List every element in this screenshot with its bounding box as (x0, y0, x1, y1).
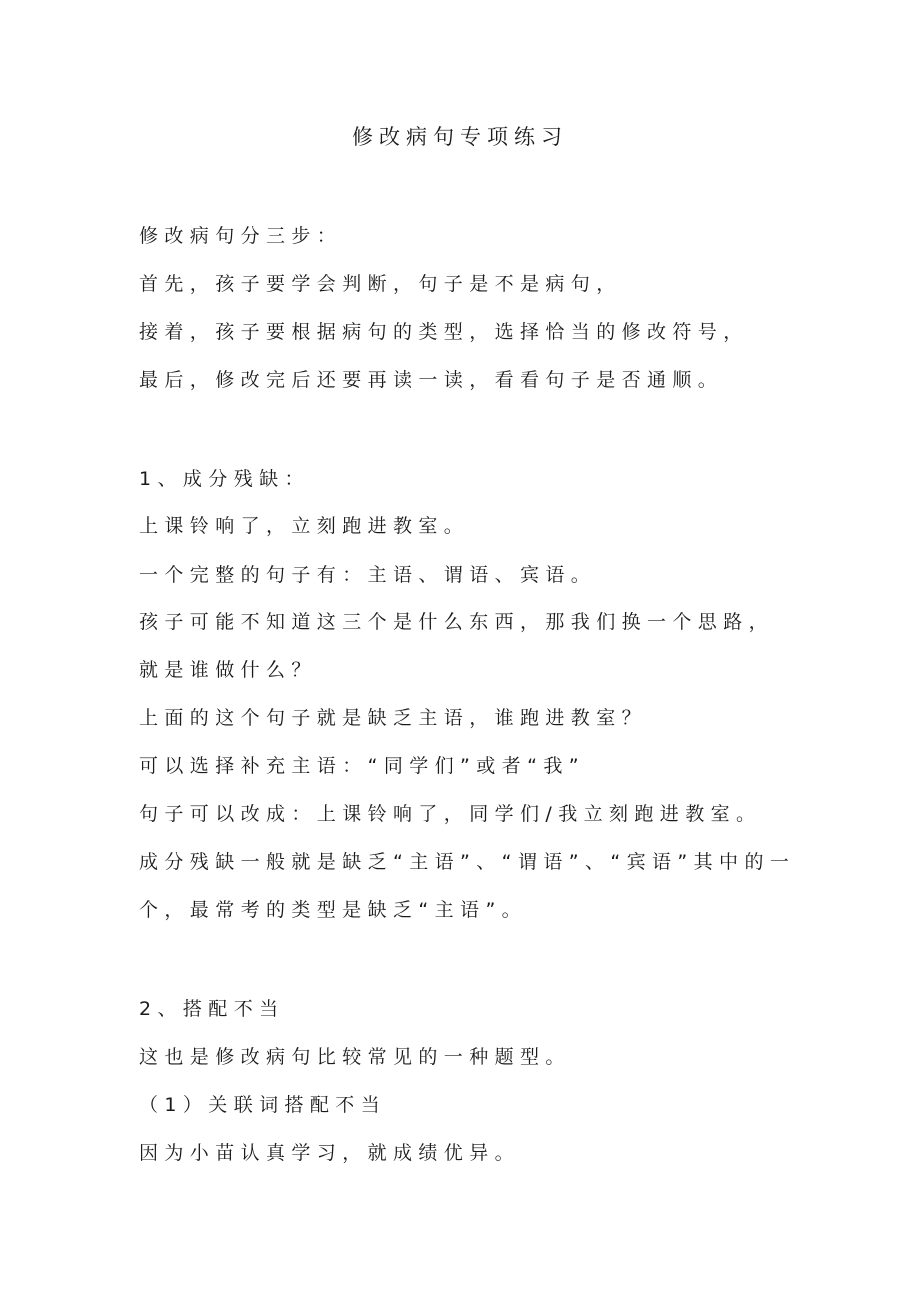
paragraph-line: 成分残缺一般就是缺乏“主语”、“谓语”、“宾语”其中的一 (139, 851, 796, 873)
paragraph-line: 可以选择补充主语：“同学们”或者“我” (139, 755, 585, 777)
paragraph-line: 上面的这个句子就是缺乏主语，谁跑进教室？ (139, 707, 648, 729)
paragraph-line: 接着，孩子要根据病句的类型，选择恰当的修改符号， (139, 321, 749, 343)
paragraph-line: 这也是修改病句比较常见的一种题型。 (139, 1046, 571, 1068)
paragraph-line: 孩子可能不知道这三个是什么东西，那我们换一个思路， (139, 611, 775, 633)
paragraph-line: 一个完整的句子有：主语、谓语、宾语。 (139, 564, 597, 586)
paragraph-line: 最后，修改完后还要再读一读，看看句子是否通顺。 (139, 369, 724, 391)
paragraph-line: 上课铃响了，立刻跑进教室。 (139, 515, 470, 537)
intro-heading: 修改病句分三步： (139, 225, 343, 247)
section-heading: 1、成分残缺： (139, 468, 310, 490)
paragraph-line: 首先，孩子要学会判断，句子是不是病句， (139, 273, 622, 295)
subsection-heading: （1）关联词搭配不当 (139, 1094, 387, 1116)
paragraph-line: 就是谁做什么？ (139, 659, 317, 681)
paragraph-line: 因为小苗认真学习，就成绩优异。 (139, 1142, 521, 1164)
paragraph-line: 个，最常考的类型是缺乏“主语”。 (139, 899, 528, 921)
page-title: 修改病句专项练习 (352, 125, 568, 149)
paragraph-line: 句子可以改成：上课铃响了，同学们/我立刻跑进教室。 (139, 803, 762, 825)
section-heading: 2、搭配不当 (139, 998, 285, 1020)
